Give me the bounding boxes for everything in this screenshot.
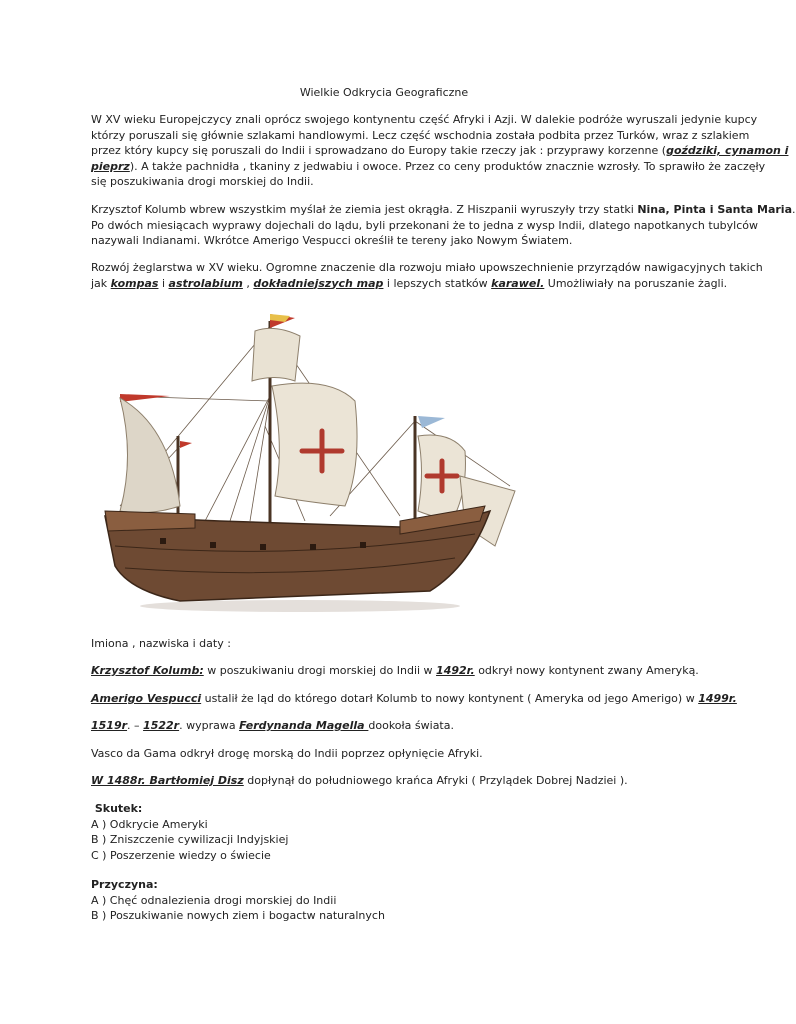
fact-vespucci: Amerigo Vespucci ustalił że ląd do którego dotarł Kolumb to nowy kontynent ( Ameryka od jego Amerigo) w 1499r. bbox=[91, 692, 737, 705]
fact-dias: W 1488r. Bartłomiej Disz dopłynął do południowego krańca Afryki ( Przylądek Dobrej Nadziei ). bbox=[91, 774, 628, 787]
keyword-spices: goździki, cynamon i bbox=[666, 144, 789, 157]
ship-names: Nina, Pinta i Santa Maria bbox=[637, 203, 792, 216]
causes-section bbox=[91, 877, 691, 924]
fact-vasco-da-gama: Vasco da Gama odkrył drogę morską do Indii poprzez opłynięcie Afryki. bbox=[91, 747, 483, 760]
keyword-pepper: pieprz bbox=[91, 159, 130, 173]
paragraph-columbus: Krzysztof Kolumb wbrew wszystkim myślał że ziemia jest okrągła. Z Hiszpanii wyruszyły trzy statki Nina, Pinta i Santa Maria. Po dwóch miesiącach wyprawy dojechali do lądu, byli przekonani że to jedna z wysp Indii, dlatego napotkanych tubylców nazywali Indianami. Wkrótce Amerigo Vespucci określił te tereny jako Nowym Światem. bbox=[91, 203, 796, 247]
caravel-ship-illustration bbox=[100, 306, 520, 616]
effects-section bbox=[91, 801, 691, 863]
list-item: A ) Chęć odnalezienia drogi morskiej do Indii bbox=[91, 893, 337, 907]
list-item: B ) Zniszczenie cywilizacji Indyjskiej bbox=[91, 833, 289, 846]
list-item: A ) Odkrycie Ameryki bbox=[91, 817, 208, 831]
causes-heading: Przyczyna: bbox=[91, 878, 158, 891]
keyword-astrolabe: astrolabium bbox=[168, 276, 243, 290]
list-item: C ) Poszerzenie wiedzy o świecie bbox=[91, 848, 271, 862]
list-item: B ) Poszukiwanie nowych ziem i bogactw naturalnych bbox=[91, 909, 385, 922]
keyword-caravel: karawel. bbox=[491, 276, 545, 290]
fact-magellan: 1519r. – 1522r. wyprawa Ferdynanda Magella dookoła świata. bbox=[91, 719, 454, 732]
keyword-maps: dokładniejszych map bbox=[253, 276, 384, 290]
names-heading: Imiona , nazwiska i daty : bbox=[91, 637, 231, 650]
paragraph-intro: W XV wieku Europejczycy znali oprócz swojego kontynentu część Afryki i Azji. W dalekie podróże wyruszali jedynie kupcy którzy poruszali się głównie szlakami handlowymi. Lecz część wschodnia została podbita przez Turków, wraz z szlakiem przez który kupcy się poruszali do Indii i sprowadzano do Europy takie rzeczy jak : przyprawy korzenne (goździki, cynamon i pieprz). A także pachnidła , tkaniny z jedwabiu i owoce. Przez co ceny produktów znacznie wzrosły. To sprawiło że zaczęły się poszukiwania drogi morskiej do Indii. bbox=[91, 113, 789, 188]
document-title: Wielkie Odkrycia Geograficzne bbox=[299, 86, 469, 99]
effects-heading: Skutek: bbox=[91, 802, 143, 815]
paragraph-navigation: Rozwój żeglarstwa w XV wieku. Ogromne znaczenie dla rozwoju miało upowszechnienie przyrządów nawigacyjnych takich jak kompas i astrolabium , dokładniejszych map i lepszych statków karawel. Umożliwiały na poruszanie żagli. bbox=[91, 261, 763, 290]
keyword-compass: kompas bbox=[110, 276, 159, 290]
fact-columbus: Krzysztof Kolumb: w poszukiwaniu drogi morskiej do Indii w 1492r. odkrył nowy kontynent zwany Ameryką. bbox=[91, 664, 699, 677]
